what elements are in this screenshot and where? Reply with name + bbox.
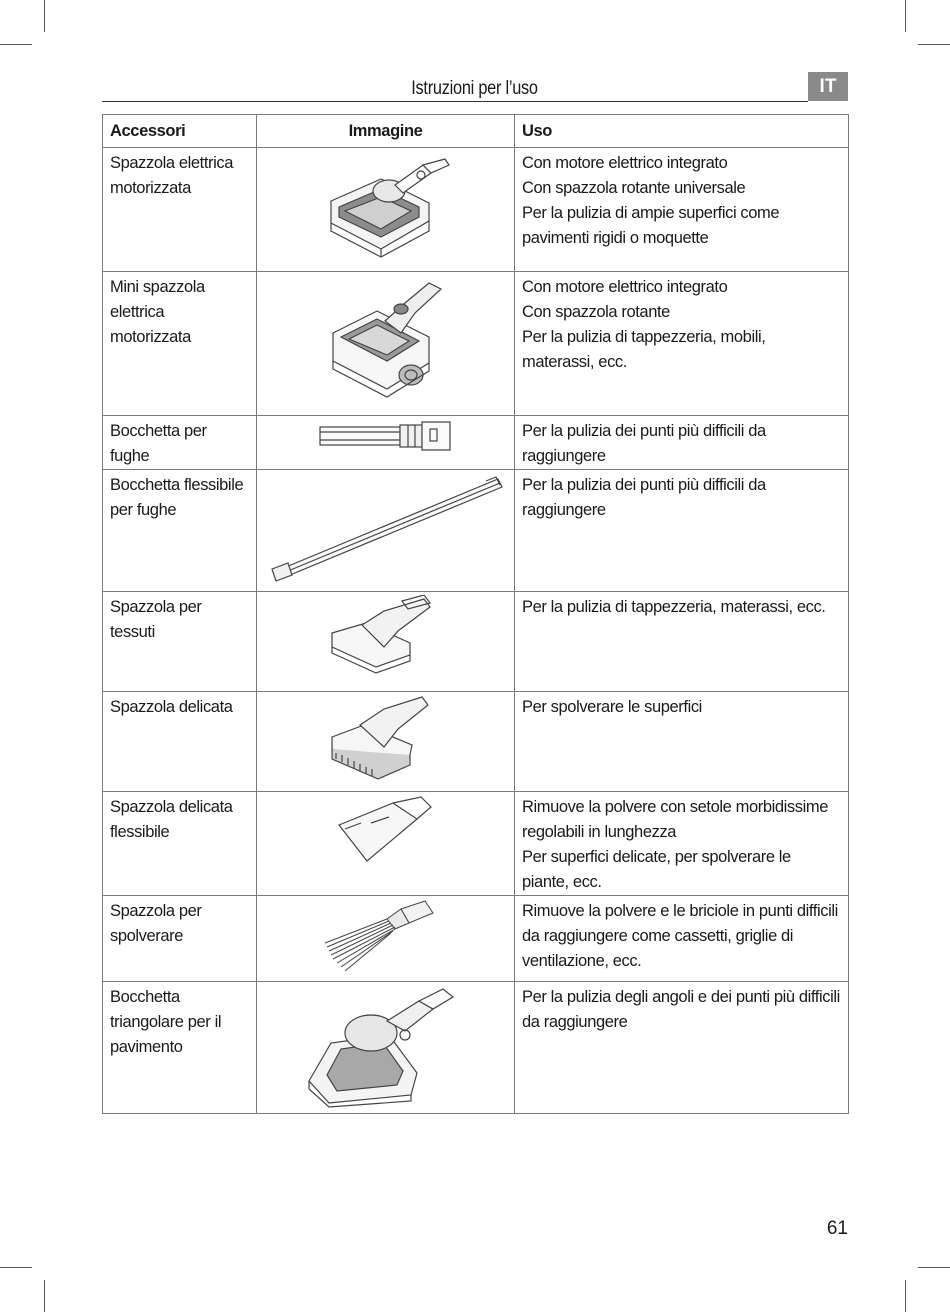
crop-mark xyxy=(0,1267,32,1268)
accessory-image-cell xyxy=(257,982,515,1114)
page-header-title: Istruzioni per l’uso xyxy=(411,78,538,99)
page-number: 61 xyxy=(826,1218,848,1239)
use-text: Con motore elettrico integrato xyxy=(522,278,728,296)
crop-mark xyxy=(44,1280,45,1312)
dusting-brush-illustration xyxy=(321,899,451,973)
use-text: Per superfici delicate, per spolverare le piante, ecc. xyxy=(522,848,791,891)
column-header-immagine: Immagine xyxy=(257,115,515,148)
accessory-name: Spazzola per spolverare xyxy=(103,896,257,982)
crop-mark xyxy=(918,44,950,45)
motorized-brush-illustration xyxy=(311,151,461,265)
accessory-image-cell xyxy=(257,272,515,416)
flexible-soft-brush-illustration xyxy=(331,795,441,865)
table-row xyxy=(103,692,849,792)
accessory-image-cell xyxy=(257,148,515,272)
accessory-name: Bocchetta per fughe xyxy=(103,416,257,470)
accessory-name: Spazzola per tessuti xyxy=(103,592,257,692)
soft-brush-illustration xyxy=(326,695,446,781)
table-row xyxy=(103,592,849,692)
accessory-use xyxy=(515,148,849,272)
accessory-name: Spazzola delicata flessibile xyxy=(103,792,257,896)
use-text: Con spazzola rotante xyxy=(522,303,670,321)
use-text: Per la pulizia dei punti più difficili da raggiungere xyxy=(522,422,766,465)
use-text: Per spolverare le superfici xyxy=(522,698,702,716)
accessory-image-cell xyxy=(257,470,515,592)
accessory-image-cell xyxy=(257,692,515,792)
accessory-image-cell xyxy=(257,792,515,896)
column-header-accessori: Accessori xyxy=(103,115,257,148)
triangular-floor-nozzle-illustration xyxy=(301,985,471,1109)
use-text: Per la pulizia di tappezzeria, mobili, materassi, ecc. xyxy=(522,328,766,371)
crop-mark xyxy=(918,1267,950,1268)
accessory-use xyxy=(515,982,849,1114)
use-text: Per la pulizia dei punti più difficili da raggiungere xyxy=(522,476,766,519)
table-row xyxy=(103,416,849,470)
use-text: Per la pulizia di ampie superfici come pavimenti rigidi o moquette xyxy=(522,204,780,247)
use-text: Per la pulizia degli angoli e dei punti più difficili da raggiungere xyxy=(522,988,840,1031)
table-row xyxy=(103,792,849,896)
use-text: Con spazzola rotante universale xyxy=(522,179,746,197)
accessory-name: Bocchetta triangolare per il pavimento xyxy=(103,982,257,1114)
crop-mark xyxy=(905,0,906,32)
accessory-use xyxy=(515,272,849,416)
use-text: Rimuove la polvere e le briciole in punti difficili da raggiungere come cassetti, griglie di ventilazione, ecc. xyxy=(522,902,838,970)
accessory-image-cell xyxy=(257,896,515,982)
table-row xyxy=(103,148,849,272)
accessory-name: Bocchetta flessibile per fughe xyxy=(103,470,257,592)
accessory-name: Mini spazzola elettrica motorizzata xyxy=(103,272,257,416)
use-text: Rimuove la polvere con setole morbidissime regolabili in lunghezza xyxy=(522,798,829,841)
mini-motorized-brush-illustration xyxy=(311,275,461,407)
column-header-uso: Uso xyxy=(515,115,849,148)
accessory-name: Spazzola delicata xyxy=(103,692,257,792)
accessory-use xyxy=(515,692,849,792)
accessory-use xyxy=(515,792,849,896)
accessory-name: Spazzola elettrica motorizzata xyxy=(103,148,257,272)
accessory-image-cell xyxy=(257,592,515,692)
accessory-image-cell xyxy=(257,416,515,470)
crop-mark xyxy=(905,1280,906,1312)
use-text: Con motore elettrico integrato xyxy=(522,154,728,172)
language-badge: IT xyxy=(808,72,848,101)
accessories-table xyxy=(102,114,849,1114)
accessory-use xyxy=(515,416,849,470)
accessory-use xyxy=(515,592,849,692)
header-rule xyxy=(102,101,808,102)
use-text: Per la pulizia di tappezzeria, materassi, ecc. xyxy=(522,598,826,616)
accessory-use xyxy=(515,896,849,982)
flexible-crevice-tool-illustration xyxy=(264,473,510,585)
table-row xyxy=(103,272,849,416)
accessory-use xyxy=(515,470,849,592)
crevice-tool-illustration xyxy=(316,419,456,453)
crop-mark xyxy=(0,44,32,45)
table-row xyxy=(103,470,849,592)
crop-mark xyxy=(44,0,45,32)
table-header-row xyxy=(103,115,849,148)
upholstery-brush-illustration xyxy=(326,595,446,677)
table-row xyxy=(103,896,849,982)
table-row xyxy=(103,982,849,1114)
